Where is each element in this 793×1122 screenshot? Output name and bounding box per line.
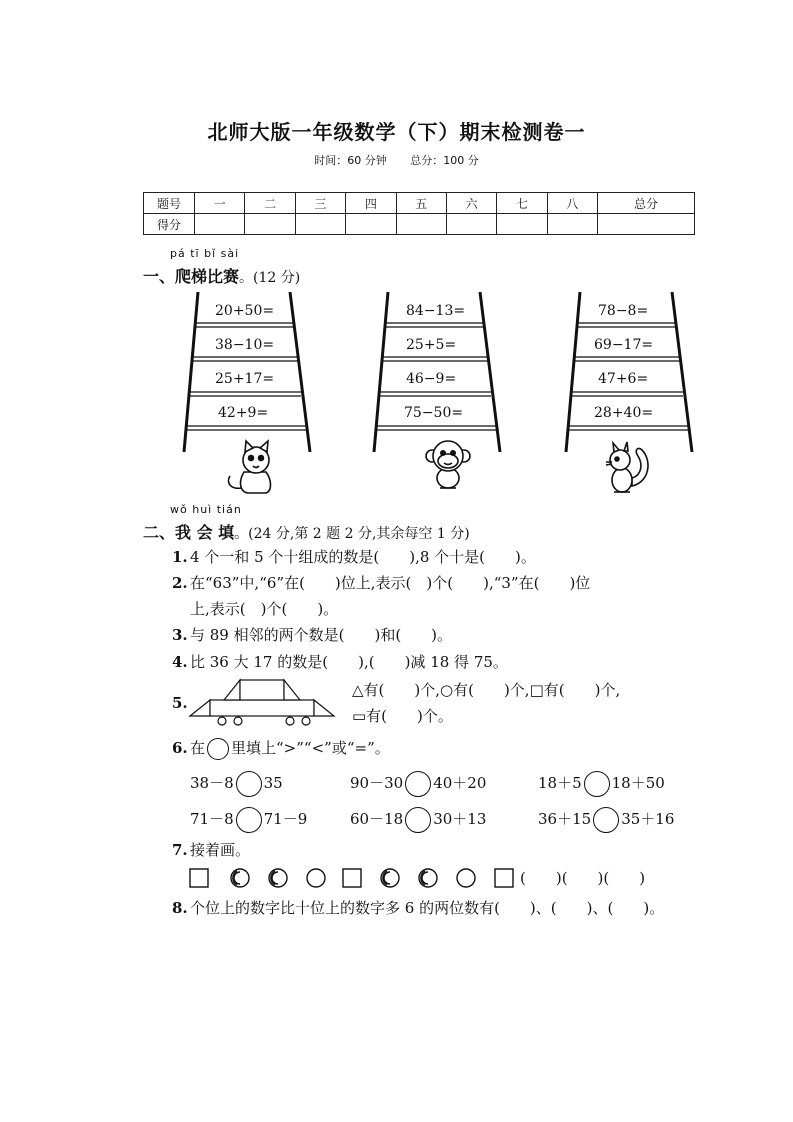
question-number: 6. bbox=[172, 739, 188, 757]
question-number: 5. bbox=[172, 694, 188, 712]
exam-info bbox=[0, 152, 793, 168]
score-table-cell: 七 bbox=[497, 193, 547, 214]
ladder-2-equation: 84−13= bbox=[406, 303, 466, 319]
score-table-cell: 五 bbox=[396, 193, 446, 214]
score-input-cell[interactable] bbox=[547, 214, 597, 235]
question-text: 个位上的数字比十位上的数字多 6 的两位数有( )、( )、( )。 bbox=[190, 899, 665, 917]
question-2-continued: 上,表示( )个( )。 bbox=[190, 600, 339, 618]
score-table-score-row bbox=[144, 214, 695, 235]
square-icon bbox=[495, 869, 513, 887]
compare-circle[interactable] bbox=[405, 771, 431, 797]
question-number: 3. bbox=[172, 626, 188, 644]
question-text: 接着画。 bbox=[190, 841, 251, 859]
question-5-line1: △有( )个,○有( )个,□有( )个, bbox=[352, 681, 621, 699]
score-input-cell[interactable] bbox=[195, 214, 245, 235]
ladder-1-equation: 42+9= bbox=[218, 405, 269, 421]
car-shape-figure bbox=[188, 676, 338, 726]
moon-icon bbox=[419, 869, 437, 887]
ladder-3-equation: 69−17= bbox=[594, 337, 654, 353]
compare-left: 90－30 bbox=[350, 774, 404, 792]
ladder-1-equation: 38−10= bbox=[215, 337, 275, 353]
question-2 bbox=[172, 576, 590, 591]
compare-right: 71－9 bbox=[263, 810, 308, 828]
compare-right: 18＋50 bbox=[611, 774, 665, 792]
ladder-3-equation: 47+6= bbox=[598, 371, 649, 387]
square-icon bbox=[343, 869, 361, 887]
question-text: 比 36 大 17 的数是( ),( )减 18 得 75。 bbox=[190, 653, 508, 671]
score-input-cell[interactable] bbox=[446, 214, 496, 235]
compare-circle[interactable] bbox=[593, 807, 619, 833]
pattern-sequence bbox=[188, 866, 523, 892]
question-1 bbox=[172, 550, 536, 565]
ladder-3-equation: 28+40= bbox=[594, 405, 654, 421]
section1-title: 一、爬梯比赛 bbox=[143, 267, 240, 286]
score-input-cell[interactable] bbox=[598, 214, 695, 235]
score-input-cell[interactable] bbox=[295, 214, 345, 235]
compare-item bbox=[538, 771, 665, 797]
score-table-cell: 二 bbox=[245, 193, 295, 214]
circle-icon bbox=[457, 869, 475, 887]
score-table-cell: 八 bbox=[547, 193, 597, 214]
section2-heading bbox=[143, 520, 470, 543]
cat-illustration bbox=[222, 436, 282, 496]
question-8 bbox=[172, 901, 664, 916]
question-4 bbox=[172, 655, 508, 670]
compare-circle[interactable] bbox=[584, 771, 610, 797]
section1-heading bbox=[143, 264, 300, 287]
compare-item bbox=[538, 807, 674, 833]
compare-item bbox=[190, 771, 283, 797]
score-table bbox=[143, 192, 695, 235]
page-title: 北师大版一年级数学（下）期末检测卷一 bbox=[207, 120, 586, 144]
score-table-cell: 六 bbox=[446, 193, 496, 214]
ladder-1-equation: 25+17= bbox=[215, 371, 275, 387]
compare-circle[interactable] bbox=[236, 771, 262, 797]
score-input-cell[interactable] bbox=[497, 214, 547, 235]
square-icon bbox=[190, 869, 208, 887]
section1-points: 。(12 分) bbox=[239, 270, 301, 286]
squirrel-illustration bbox=[598, 436, 654, 498]
section2-points: 。(24 分,第 2 题 2 分,其余每空 1 分) bbox=[234, 526, 470, 542]
question-text: 在 bbox=[190, 739, 206, 757]
circle-icon bbox=[307, 869, 325, 887]
ladder-3-equation: 78−8= bbox=[598, 303, 649, 319]
compare-circle[interactable] bbox=[236, 807, 262, 833]
compare-item bbox=[190, 807, 307, 833]
ladder-1-equation: 20+50= bbox=[215, 303, 275, 319]
score-table-cell: 得分 bbox=[144, 214, 195, 235]
compare-right: 40＋20 bbox=[433, 774, 487, 792]
monkey-illustration bbox=[420, 436, 476, 492]
question-7-blanks[interactable]: ( )( )( ) bbox=[520, 869, 646, 887]
exam-time: 时间：60 分钟 bbox=[314, 154, 387, 167]
compare-left: 38－8 bbox=[190, 774, 234, 792]
compare-left: 36＋15 bbox=[538, 810, 592, 828]
exam-total-score: 总分：100 分 bbox=[410, 154, 479, 167]
question-text: 4 个一和 5 个十组成的数是( ),8 个十是( )。 bbox=[190, 548, 536, 566]
question-text: 在“63”中,“6”在( )位上,表示( )个( ),“3”在( )位 bbox=[190, 574, 591, 592]
compare-left: 18＋5 bbox=[538, 774, 582, 792]
question-text: 与 89 相邻的两个数是( )和( )。 bbox=[190, 626, 453, 644]
question-5-line2: ▭有( )个。 bbox=[352, 707, 453, 725]
score-table-cell: 总分 bbox=[598, 193, 695, 214]
ladder-2-equation: 46−9= bbox=[406, 371, 457, 387]
score-input-cell[interactable] bbox=[396, 214, 446, 235]
moon-icon bbox=[231, 869, 249, 887]
compare-left: 60－18 bbox=[350, 810, 404, 828]
ladder-2-equation: 25+5= bbox=[406, 337, 457, 353]
score-table-cell: 四 bbox=[346, 193, 396, 214]
question-3 bbox=[172, 628, 452, 643]
section1-pinyin: pá tī bǐ sài bbox=[170, 247, 240, 260]
moon-icon bbox=[381, 869, 399, 887]
compare-left: 71－8 bbox=[190, 810, 234, 828]
compare-right: 30＋13 bbox=[433, 810, 487, 828]
question-number: 2. bbox=[172, 574, 188, 592]
question-6 bbox=[172, 738, 390, 760]
compare-item bbox=[350, 807, 486, 833]
question-number: 8. bbox=[172, 899, 188, 917]
question-number: 1. bbox=[172, 548, 188, 566]
moon-icon bbox=[269, 869, 287, 887]
section2-title: 二、我 会 填 bbox=[143, 523, 235, 542]
compare-item bbox=[350, 771, 486, 797]
score-input-cell[interactable] bbox=[245, 214, 295, 235]
question-number: 7. bbox=[172, 841, 188, 859]
circle-symbol-icon bbox=[207, 738, 229, 760]
score-table-cell: 一 bbox=[195, 193, 245, 214]
score-table-header-row bbox=[144, 193, 695, 214]
question-number: 4. bbox=[172, 653, 188, 671]
question-7 bbox=[172, 843, 250, 858]
question-text: 里填上“>”“<”或“=”。 bbox=[231, 739, 390, 757]
compare-circle[interactable] bbox=[405, 807, 431, 833]
score-table-cell: 三 bbox=[295, 193, 345, 214]
ladder-2-equation: 75−50= bbox=[404, 405, 464, 421]
compare-right: 35 bbox=[263, 774, 283, 792]
score-table-cell: 题号 bbox=[144, 193, 195, 214]
compare-right: 35＋16 bbox=[621, 810, 675, 828]
section2-pinyin: wǒ huì tián bbox=[170, 503, 242, 516]
score-input-cell[interactable] bbox=[346, 214, 396, 235]
